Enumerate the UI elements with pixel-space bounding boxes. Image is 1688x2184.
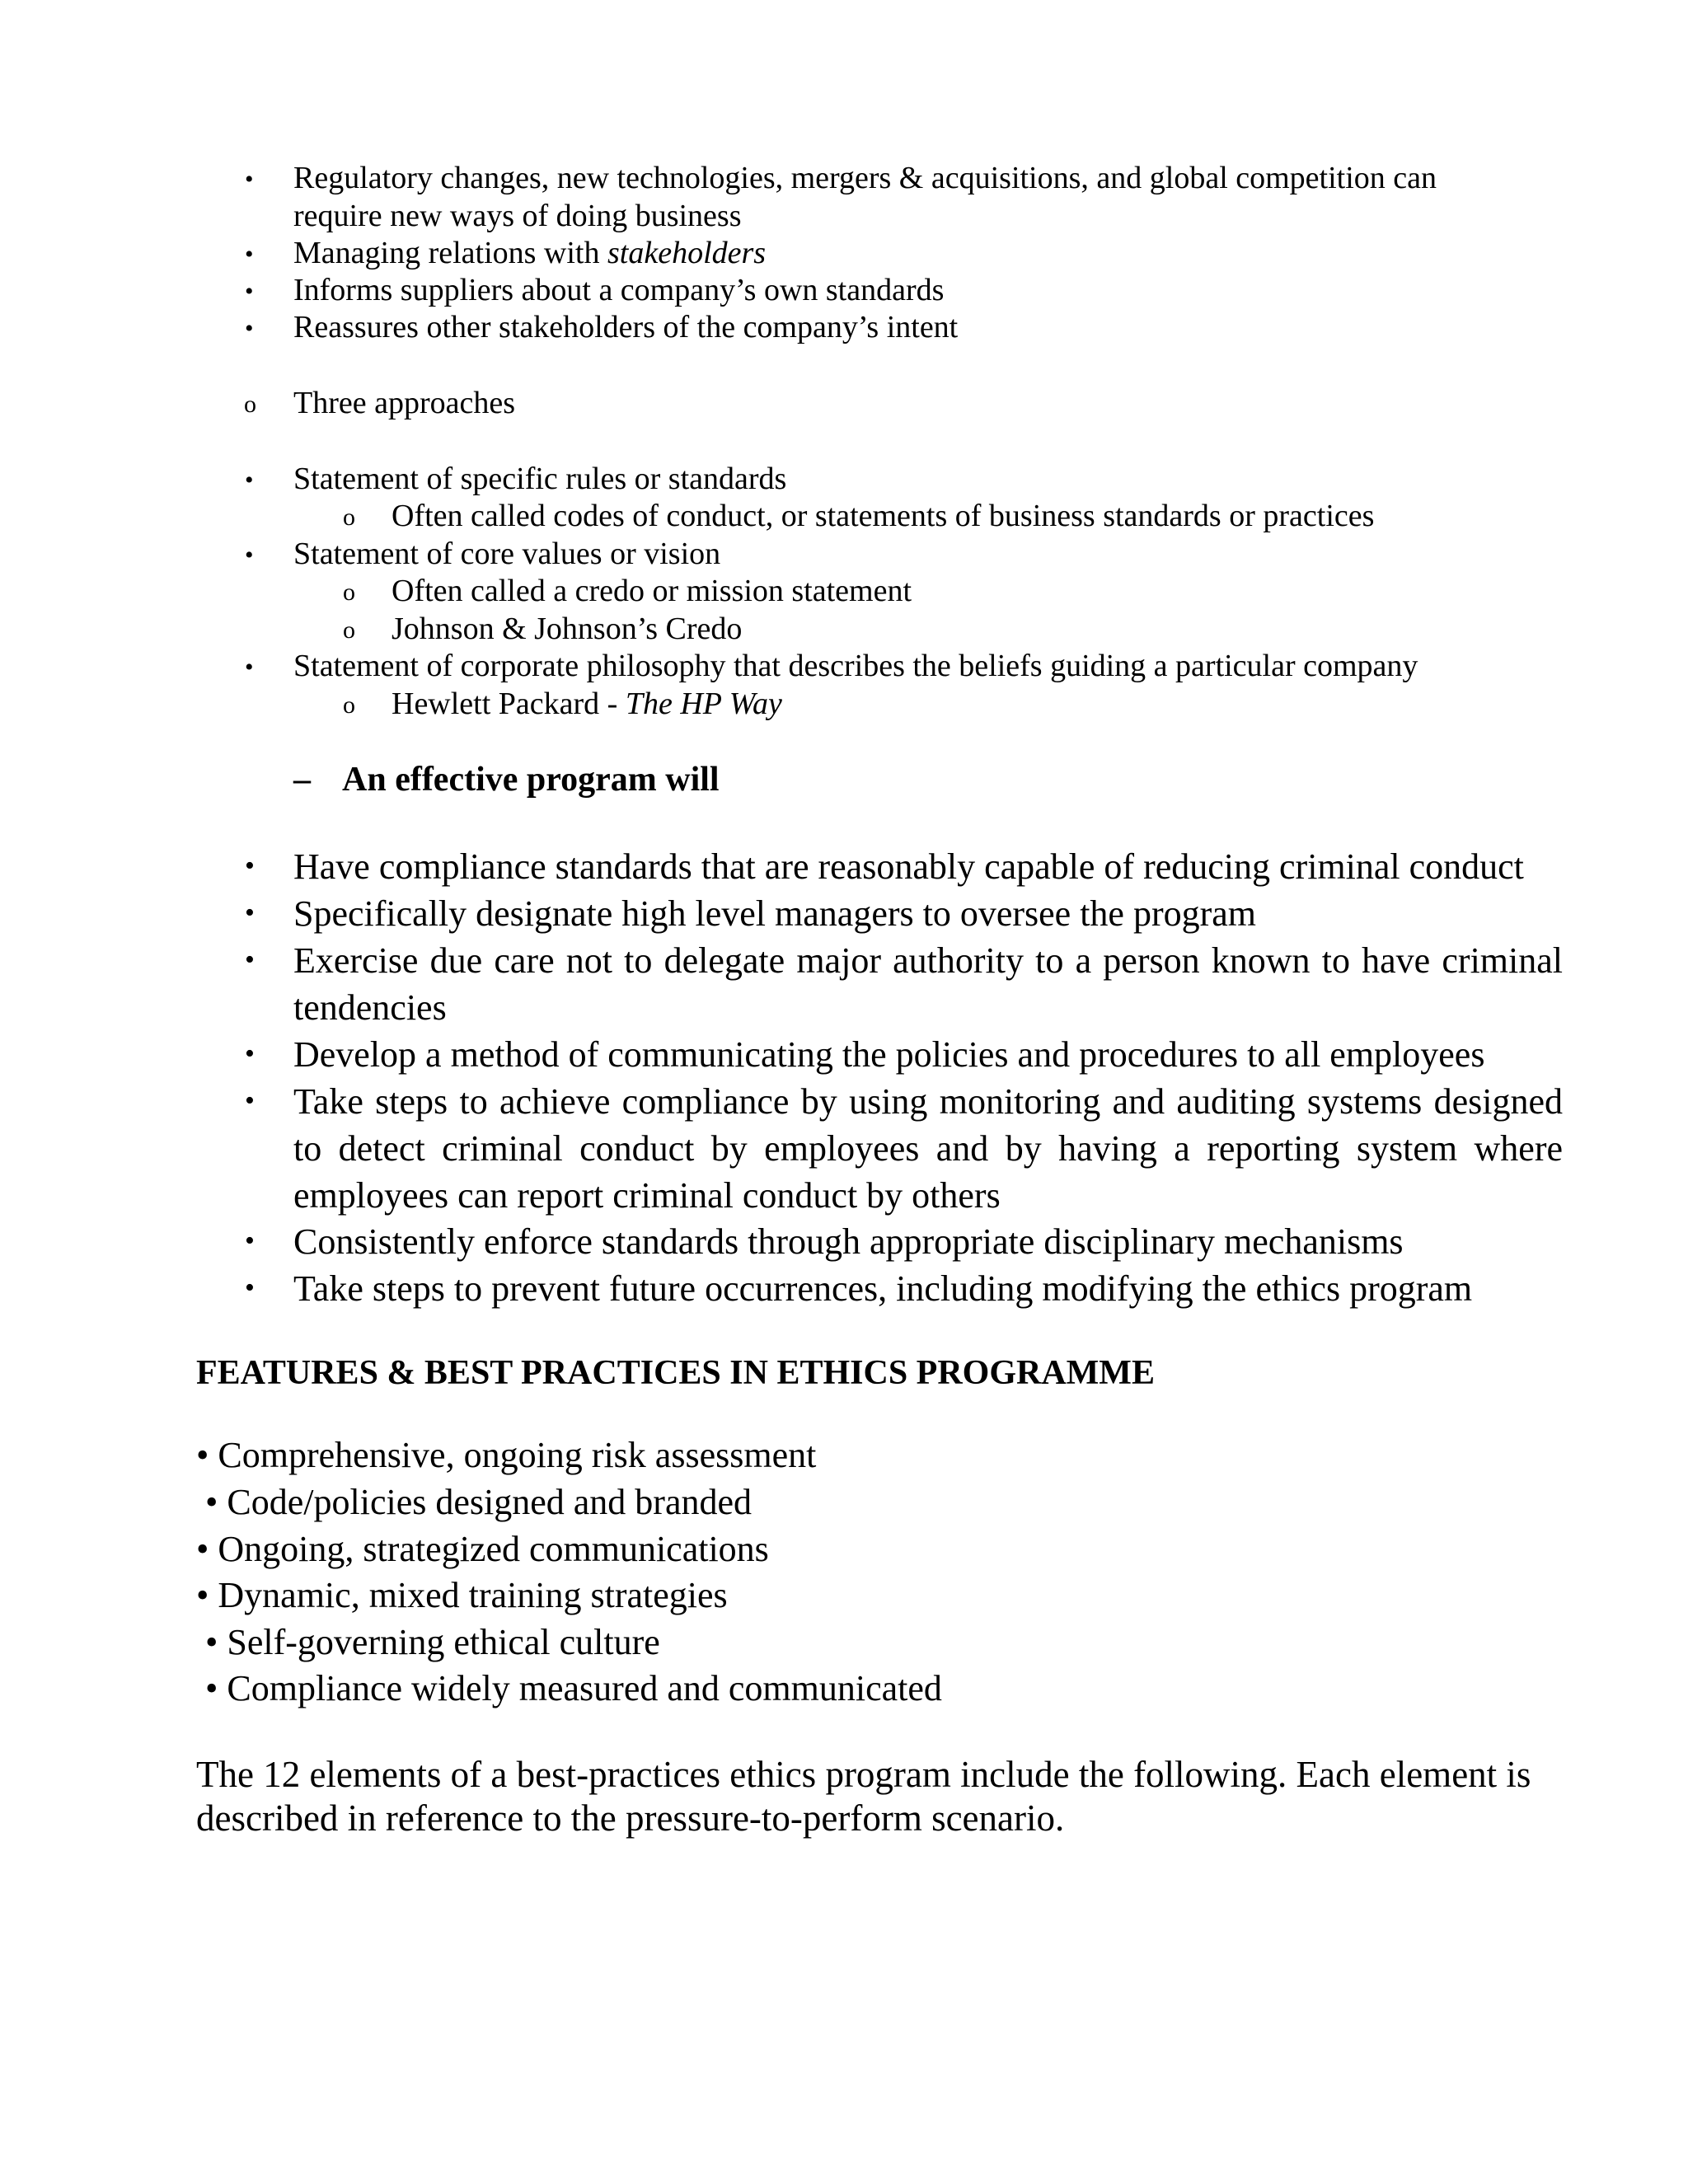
paragraph-line: described in reference to the pressure-to-perform scenario. [196, 1797, 1065, 1839]
bullet-marker: • [245, 1226, 255, 1256]
bullet-marker: • [245, 278, 254, 305]
list-item: Statement of corporate philosophy that describes the beliefs guiding a particular company [293, 649, 1418, 683]
list-item-line: require new ways of doing business [293, 199, 742, 233]
list-item: Statement of core values or vision [293, 537, 721, 571]
feature-item: • Code/policies designed and branded [196, 1482, 753, 1522]
list-item-line: Regulatory changes, new technologies, mergers & acquisitions, and global competition can [293, 161, 1437, 195]
list-item: Have compliance standards that are reasonably capable of reducing criminal conduct [293, 846, 1524, 887]
bullet-marker: • [245, 541, 254, 569]
circle-marker: o [343, 616, 355, 644]
list-item-emphasis: stakeholders [607, 236, 767, 270]
circle-marker: o [244, 391, 256, 418]
sub-list-item: Often called codes of conduct, or statements of business standards or practices [392, 499, 1375, 533]
section-heading: FEATURES & BEST PRACTICES IN ETHICS PROGRAMME [196, 1354, 1155, 1392]
list-item-text: Managing relations with [293, 236, 607, 270]
feature-item: • Self-governing ethical culture [196, 1622, 660, 1662]
circle-marker: o [343, 691, 355, 719]
circle-marker: o [343, 504, 355, 531]
section-subheading: Three approaches [293, 386, 516, 420]
list-item: Informs suppliers about a company’s own standards [293, 273, 945, 307]
bullet-marker: • [245, 1038, 255, 1069]
list-item: Specifically designate high level managers to oversee the program [293, 893, 1257, 934]
bullet-marker: • [245, 315, 254, 342]
bullet-marker: • [245, 851, 255, 881]
circle-marker: o [343, 579, 355, 606]
list-item: Take steps to prevent future occurrences, including modifying the ethics program [293, 1268, 1473, 1309]
list-item: Develop a method of communicating the policies and procedures to all employees [293, 1034, 1485, 1075]
list-item: Take steps to achieve compliance by using monitoring and auditing systems designed to detect criminal conduct by employees and by having a reporting system where employees can report criminal conduct by others [293, 1081, 1563, 1216]
bullet-marker: • [245, 654, 254, 681]
list-item: Exercise due care not to delegate major authority to a person known to have criminal tendencies [293, 940, 1563, 1028]
bullet-marker: • [245, 241, 254, 268]
list-item: Reassures other stakeholders of the company’s intent [293, 310, 959, 344]
dash-marker: – [293, 761, 311, 799]
sub-list-item [392, 685, 782, 723]
sub-list-item-text: Hewlett Packard - [392, 687, 626, 721]
feature-item: • Ongoing, strategized communications [196, 1529, 769, 1569]
bullet-marker: • [245, 166, 254, 193]
bullet-marker: • [245, 466, 254, 494]
bullet-marker: • [245, 898, 255, 928]
feature-item: • Comprehensive, ongoing risk assessment [196, 1435, 817, 1475]
list-item [293, 234, 766, 272]
sub-list-item: Often called a credo or mission statement [392, 574, 912, 608]
paragraph-line: The 12 elements of a best-practices ethics program include the following. Each element is [196, 1754, 1531, 1795]
list-item: Statement of specific rules or standards [293, 462, 787, 496]
feature-item: • Dynamic, mixed training strategies [196, 1575, 728, 1615]
bullet-marker: • [245, 1085, 255, 1116]
section-subheading: An effective program will [342, 761, 720, 799]
sub-list-item-emphasis: The HP Way [625, 687, 782, 721]
sub-list-item: Johnson & Johnson’s Credo [392, 612, 743, 646]
bullet-marker: • [245, 944, 255, 975]
feature-item: • Compliance widely measured and communicated [196, 1668, 942, 1708]
list-item: Consistently enforce standards through appropriate disciplinary mechanisms [293, 1221, 1404, 1262]
bullet-marker: • [245, 1272, 255, 1303]
